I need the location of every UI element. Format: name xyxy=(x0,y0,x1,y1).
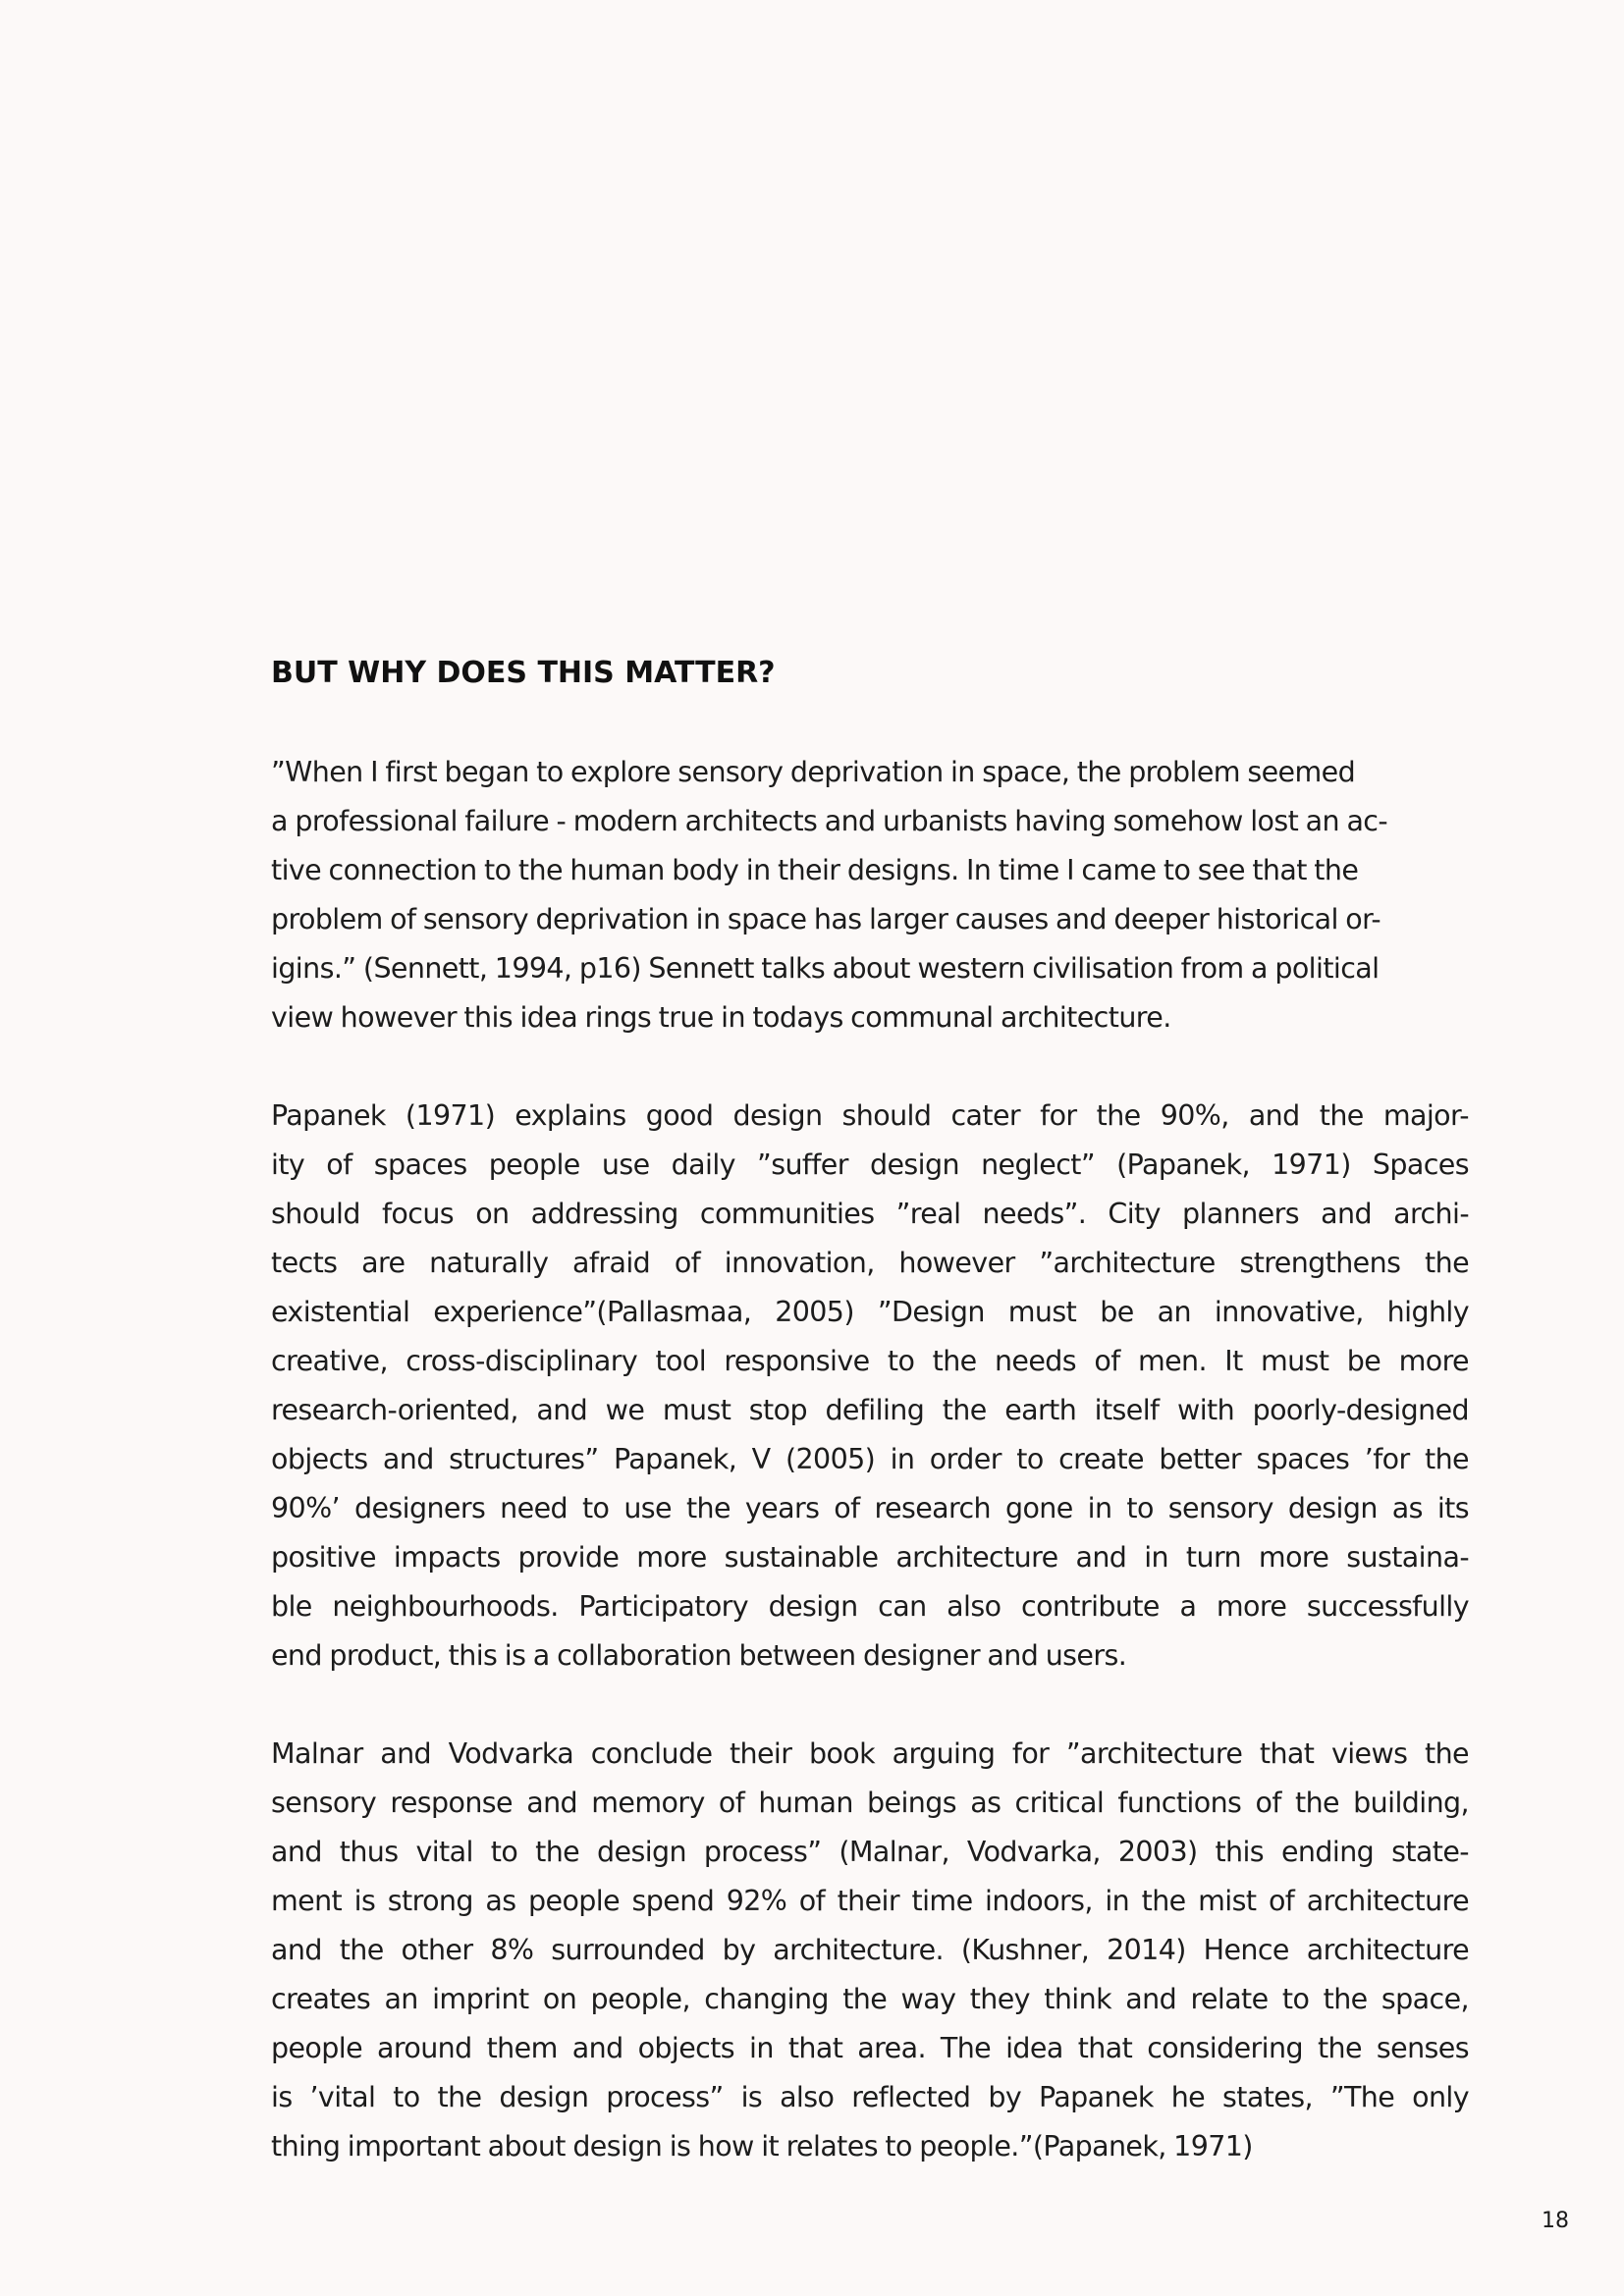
text-line: Malnar and Vodvarka conclude their book arguing for ”architecture that views the xyxy=(271,1737,1469,1770)
text-line: is ’vital to the design process” is also reflected by Papanek he states, ”The only xyxy=(271,2081,1469,2113)
text-line: people around them and objects in that area. The idea that considering the senses xyxy=(271,2032,1469,2064)
text-line: ment is strong as people spend 92% of their time indoors, in the mist of architecture xyxy=(271,1885,1469,1917)
text-line: 90%’ designers need to use the years of research gone in to sensory design as its xyxy=(271,1492,1469,1524)
text-line: positive impacts provide more sustainable architecture and in turn more sustaina- xyxy=(271,1541,1469,1574)
text-line: igins.” (Sennett, 1994, p16) Sennett talks about western civilisation from a political xyxy=(271,952,1380,985)
paragraph-sennett-quote xyxy=(271,748,1469,1042)
text-line: problem of sensory deprivation in space has larger causes and deeper historical or- xyxy=(271,903,1381,935)
text-line: and thus vital to the design process” (Malnar, Vodvarka, 2003) this ending state- xyxy=(271,1836,1469,1868)
text-line: should focus on addressing communities ”real needs”. City planners and archi- xyxy=(271,1198,1469,1230)
text-line: creates an imprint on people, changing the way they think and relate to the space, xyxy=(271,1983,1469,2015)
text-line: tects are naturally afraid of innovation, however ”architecture strengthens the xyxy=(271,1247,1469,1279)
text-line: ity of spaces people use daily ”suffer design neglect” (Papanek, 1971) Spaces xyxy=(271,1148,1469,1181)
text-line: creative, cross-disciplinary tool responsive to the needs of men. It must be more xyxy=(271,1345,1469,1377)
text-line: objects and structures” Papanek, V (2005) in order to create better spaces ’for the xyxy=(271,1443,1469,1475)
text-line: research-oriented, and we must stop defiling the earth itself with poorly-designed xyxy=(271,1394,1469,1426)
text-line: ”When I first began to explore sensory deprivation in space, the problem seemed xyxy=(271,756,1356,788)
text-line: tive connection to the human body in their designs. In time I came to see that the xyxy=(271,854,1359,886)
text-line: and the other 8% surrounded by architecture. (Kushner, 2014) Hence architecture xyxy=(271,1934,1469,1966)
text-line: sensory response and memory of human beings as critical functions of the building, xyxy=(271,1787,1469,1819)
text-line: Papanek (1971) explains good design should cater for the 90%, and the major- xyxy=(271,1099,1469,1132)
section-heading: BUT WHY DOES THIS MATTER? xyxy=(271,656,776,690)
paragraph-malnar-vodvarka xyxy=(271,1730,1469,2171)
text-line: existential experience”(Pallasmaa, 2005) ”Design must be an innovative, highly xyxy=(271,1296,1469,1328)
text-line: thing important about design is how it relates to people.”(Papanek, 1971) xyxy=(271,2130,1253,2163)
text-line: end product, this is a collaboration between designer and users. xyxy=(271,1639,1127,1672)
page-number: 18 xyxy=(1542,2209,1569,2233)
text-line: a professional failure - modern architects and urbanists having somehow lost an ac- xyxy=(271,805,1388,837)
text-line: ble neighbourhoods. Participatory design can also contribute a more successfully xyxy=(271,1590,1469,1623)
text-line: view however this idea rings true in todays communal architecture. xyxy=(271,1001,1171,1034)
paragraph-papanek xyxy=(271,1092,1469,1681)
